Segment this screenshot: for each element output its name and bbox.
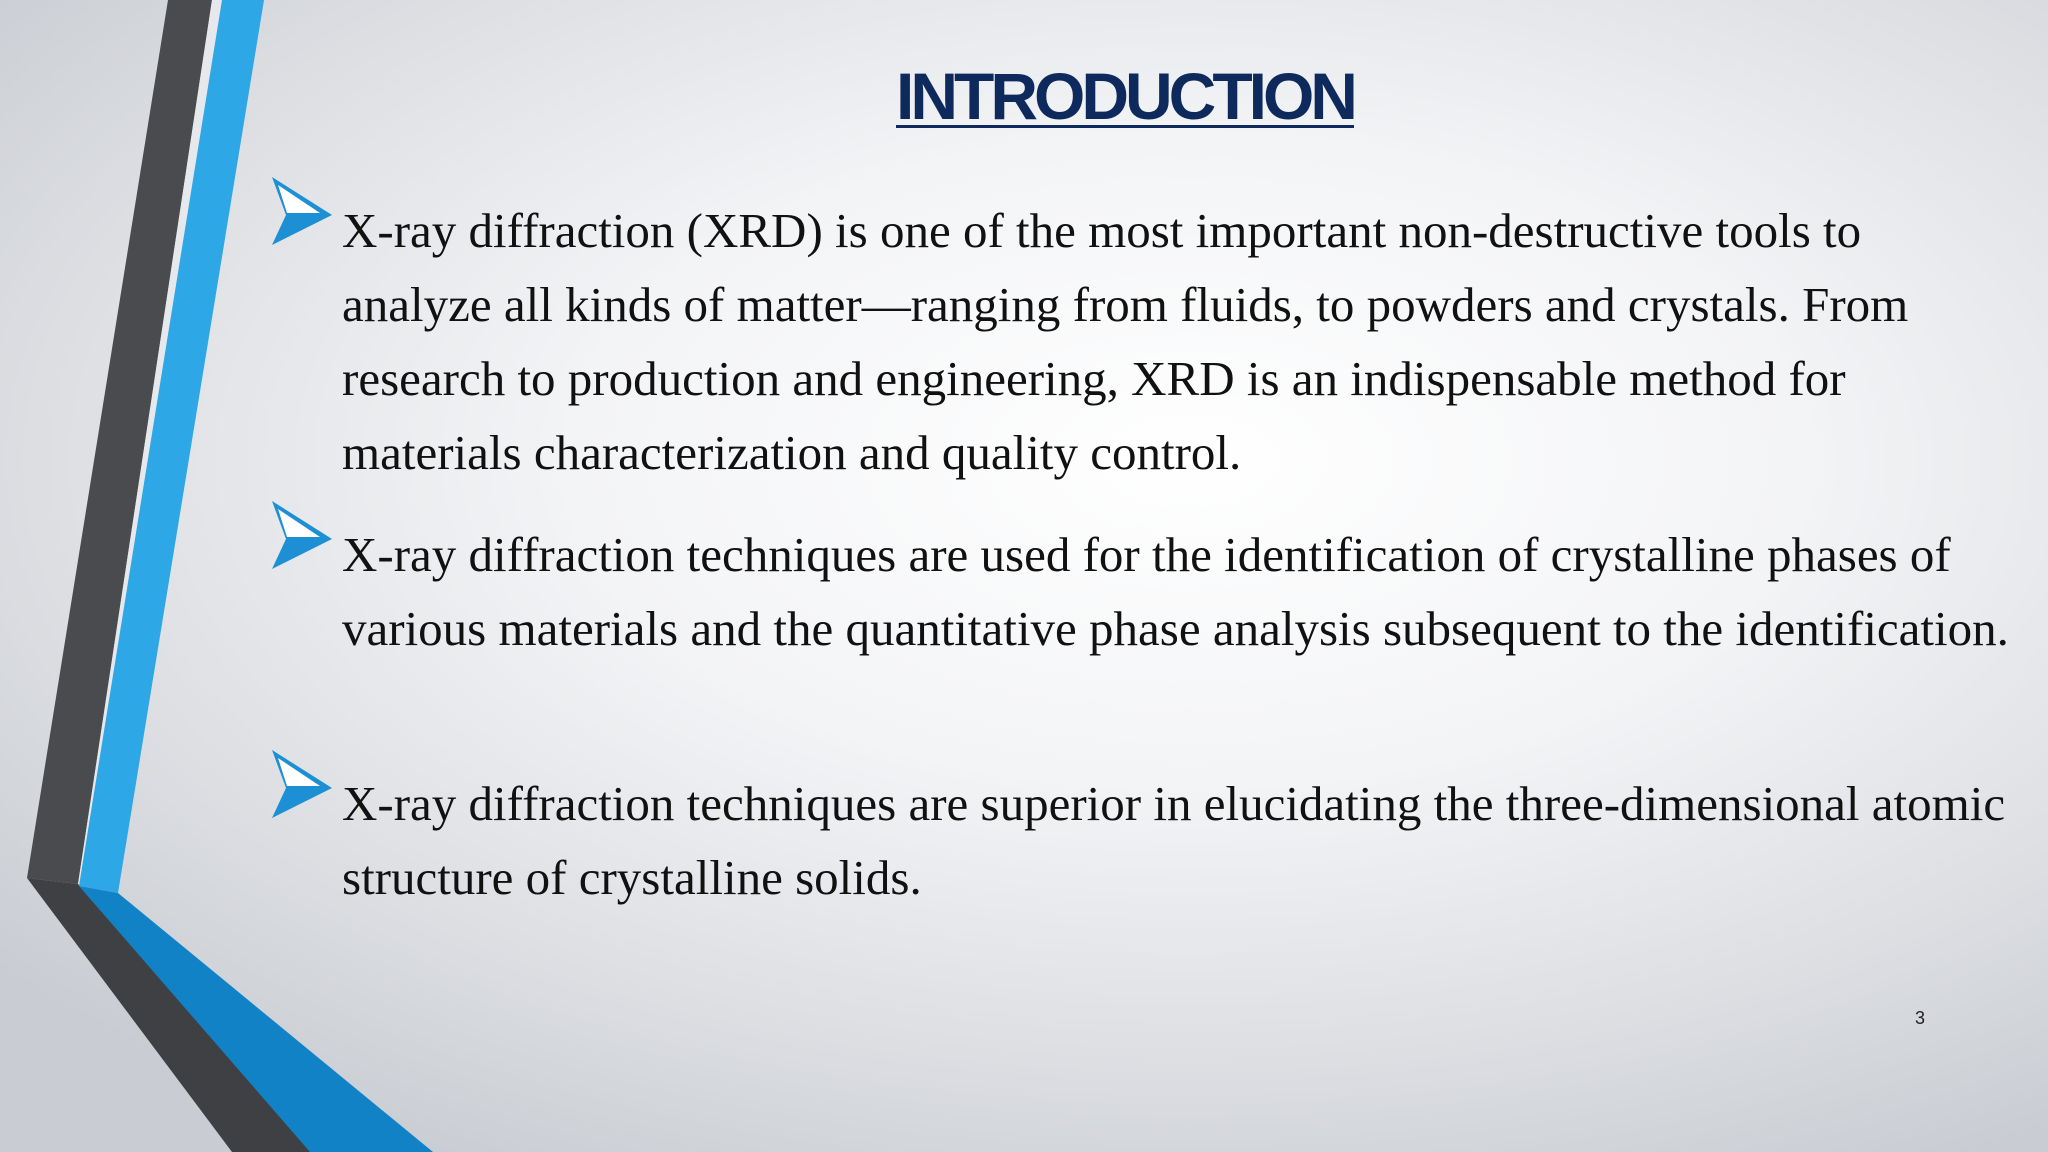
slide-title: INTRODUCTION (896, 59, 1354, 133)
arrow-bullet-icon (270, 750, 334, 822)
bullet-item-1 (312, 194, 2012, 490)
bullet-item-3 (312, 767, 2012, 915)
arrow-bullet-icon (270, 501, 334, 573)
bullet-item-2 (312, 518, 2012, 666)
bullet-text-3: X-ray diffraction techniques are superior in elucidating the three-dimensional atomic structure of crystalline solids. (342, 776, 2006, 905)
page-number: 3 (1914, 1008, 1925, 1028)
arrow-bullet-icon (270, 177, 334, 249)
bullet-text-2: X-ray diffraction techniques are used for the identification of crystalline phases of various materials and the quantitative phase analysis subsequent to the identification. (342, 527, 2009, 656)
bullet-text-1: X-ray diffraction (XRD) is one of the most important non-destructive tools to analyze all kinds of matter—ranging from fluids, to powders and crystals. From research to production and engineering, XRD is an indispensable method for materials characterization and quality control. (342, 203, 1909, 480)
